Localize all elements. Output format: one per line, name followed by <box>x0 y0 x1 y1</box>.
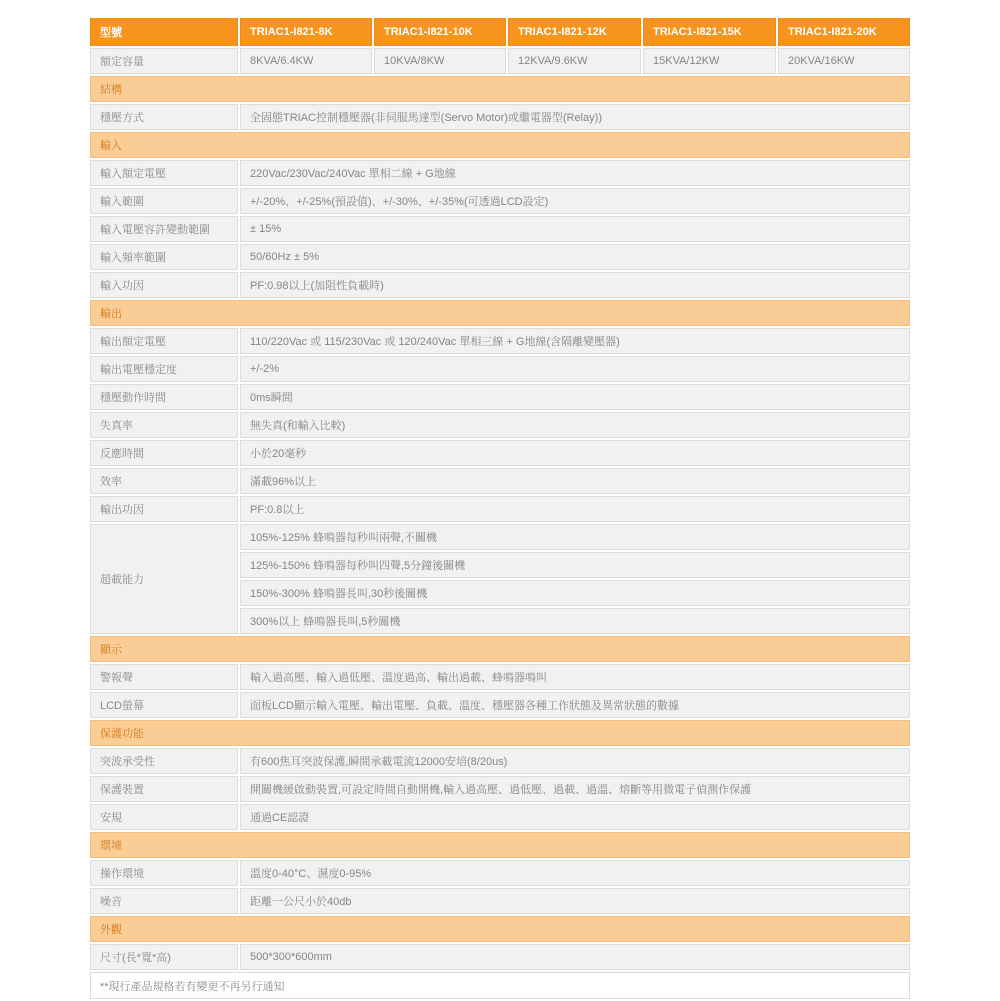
capacity-row <box>90 48 910 74</box>
model-header-row <box>90 18 910 46</box>
spec-label-cell: 反應時間 <box>90 440 238 466</box>
spec-row <box>90 272 910 298</box>
model-header-cell: TRIAC1-I821-20K <box>778 18 910 46</box>
section-row <box>90 916 910 942</box>
model-header-cell: TRIAC1-I821-15K <box>643 18 776 46</box>
spec-row <box>90 468 910 494</box>
spec-value-cell: 110/220Vac 或 115/230Vac 或 120/240Vac 單相三線 + G地線(含隔離變壓器) <box>240 328 910 354</box>
spec-row <box>90 664 910 690</box>
spec-label-cell: 輸入額定電壓 <box>90 160 238 186</box>
spec-value-cell: 150%-300% 蜂鳴器長叫,30秒後關機 <box>240 580 910 606</box>
spec-label-cell: 輸出額定電壓 <box>90 328 238 354</box>
spec-label-cell: 突波承受性 <box>90 748 238 774</box>
spec-row <box>90 384 910 410</box>
model-header-cell: TRIAC1-I821-10K <box>374 18 506 46</box>
section-row <box>90 300 910 326</box>
spec-row <box>90 244 910 270</box>
spec-value-cell: 0ms瞬間 <box>240 384 910 410</box>
section-header-cell: 外觀 <box>90 916 910 942</box>
spec-value-cell: 50/60Hz ± 5% <box>240 244 910 270</box>
section-header-cell: 顯示 <box>90 636 910 662</box>
spec-label-cell: 輸入電壓容許變動範圍 <box>90 216 238 242</box>
spec-value-cell: +/-2% <box>240 356 910 382</box>
spec-row <box>90 944 910 970</box>
spec-row <box>90 356 910 382</box>
spec-value-cell: 15KVA/12KW <box>643 48 776 74</box>
spec-row <box>90 188 910 214</box>
spec-value-cell: 105%-125% 蜂鳴器每秒叫兩聲,不關機 <box>240 524 910 550</box>
spec-label-cell: 安規 <box>90 804 238 830</box>
spec-label-cell: 噪音 <box>90 888 238 914</box>
spec-row <box>90 804 910 830</box>
spec-row <box>90 748 910 774</box>
spec-label-cell: 保護裝置 <box>90 776 238 802</box>
spec-value-cell: 8KVA/6.4KW <box>240 48 372 74</box>
footnote: **現行產品規格若有變更不再另行通知 <box>90 972 910 999</box>
spec-value-cell: 面板LCD顯示輸入電壓、輸出電壓、負載、溫度、穩壓器各種工作狀態及異常狀態的數據 <box>240 692 910 718</box>
spec-row <box>90 524 910 550</box>
spec-value-cell: 開關機緩啟動裝置,可設定時間自動開機,輸入過高壓、過低壓、過載、過溫、熔斷等用微電子偵測作保護 <box>240 776 910 802</box>
spec-value-cell: 無失真(和輸入比較) <box>240 412 910 438</box>
spec-label-cell: 操作環境 <box>90 860 238 886</box>
section-header-cell: 環境 <box>90 832 910 858</box>
spec-value-cell: PF:0.8以上 <box>240 496 910 522</box>
spec-value-cell: 距離一公尺小於40db <box>240 888 910 914</box>
section-header-cell: 結構 <box>90 76 910 102</box>
spec-label-cell: 效率 <box>90 468 238 494</box>
spec-label-cell: 穩壓動作時間 <box>90 384 238 410</box>
spec-row <box>90 776 910 802</box>
footnote-row <box>90 972 910 999</box>
spec-value-cell: PF:0.98以上(加阻性負載時) <box>240 272 910 298</box>
spec-row <box>90 496 910 522</box>
spec-row <box>90 216 910 242</box>
spec-row <box>90 440 910 466</box>
spec-value-cell: 12KVA/9.6KW <box>508 48 641 74</box>
section-header-cell: 輸出 <box>90 300 910 326</box>
model-column-title: 型號 <box>90 18 238 46</box>
spec-label-cell: 輸入範圍 <box>90 188 238 214</box>
section-row <box>90 76 910 102</box>
spec-value-cell: 20KVA/16KW <box>778 48 910 74</box>
spec-label-cell: 尺寸(長*寬*高) <box>90 944 238 970</box>
spec-label-cell: 穩壓方式 <box>90 104 238 130</box>
spec-row <box>90 328 910 354</box>
section-row <box>90 832 910 858</box>
spec-label-cell: 輸出功因 <box>90 496 238 522</box>
spec-value-cell: 300%以上 蜂鳴器長叫,5秒關機 <box>240 608 910 634</box>
spec-label-cell: LCD螢幕 <box>90 692 238 718</box>
spec-value-cell: 溫度0-40°C、濕度0-95% <box>240 860 910 886</box>
spec-row <box>90 860 910 886</box>
spec-value-cell: 220Vac/230Vac/240Vac 單相二線 + G地線 <box>240 160 910 186</box>
spec-value-cell: 125%-150% 蜂鳴器每秒叫四聲,5分鐘後關機 <box>240 552 910 578</box>
model-header-cell: TRIAC1-I821-12K <box>508 18 641 46</box>
spec-label-cell: 失真率 <box>90 412 238 438</box>
section-row <box>90 720 910 746</box>
spec-value-cell: 小於20毫秒 <box>240 440 910 466</box>
spec-row <box>90 412 910 438</box>
spec-row <box>90 160 910 186</box>
spec-label-cell: 輸入頻率範圍 <box>90 244 238 270</box>
spec-value-cell: 滿載96%以上 <box>240 468 910 494</box>
spec-value-cell: 10KVA/8KW <box>374 48 506 74</box>
spec-table <box>88 16 912 1001</box>
spec-row <box>90 888 910 914</box>
spec-value-cell: 有600焦耳突波保護,瞬間承載電流12000安培(8/20us) <box>240 748 910 774</box>
section-row <box>90 132 910 158</box>
spec-row <box>90 692 910 718</box>
spec-value-cell: 500*300*600mm <box>240 944 910 970</box>
spec-row <box>90 104 910 130</box>
spec-value-cell: 輸入過高壓、輸入過低壓、溫度過高、輸出過載、蜂鳴器鳴叫 <box>240 664 910 690</box>
spec-label-cell: 警報聲 <box>90 664 238 690</box>
spec-label-cell: 輸入功因 <box>90 272 238 298</box>
spec-label-cell: 超載能力 <box>90 524 238 634</box>
section-header-cell: 輸入 <box>90 132 910 158</box>
spec-value-cell: 全固態TRIAC控制穩壓器(非伺服馬達型(Servo Motor)或繼電器型(Relay)) <box>240 104 910 130</box>
spec-label-cell: 輸出電壓穩定度 <box>90 356 238 382</box>
spec-value-cell: 通過CE認證 <box>240 804 910 830</box>
spec-value-cell: ± 15% <box>240 216 910 242</box>
model-header-cell: TRIAC1-I821-8K <box>240 18 372 46</box>
spec-value-cell: +/-20%、+/-25%(預設值)、+/-30%、+/-35%(可透過LCD設定) <box>240 188 910 214</box>
section-header-cell: 保護功能 <box>90 720 910 746</box>
spec-label-cell: 額定容量 <box>90 48 238 74</box>
section-row <box>90 636 910 662</box>
